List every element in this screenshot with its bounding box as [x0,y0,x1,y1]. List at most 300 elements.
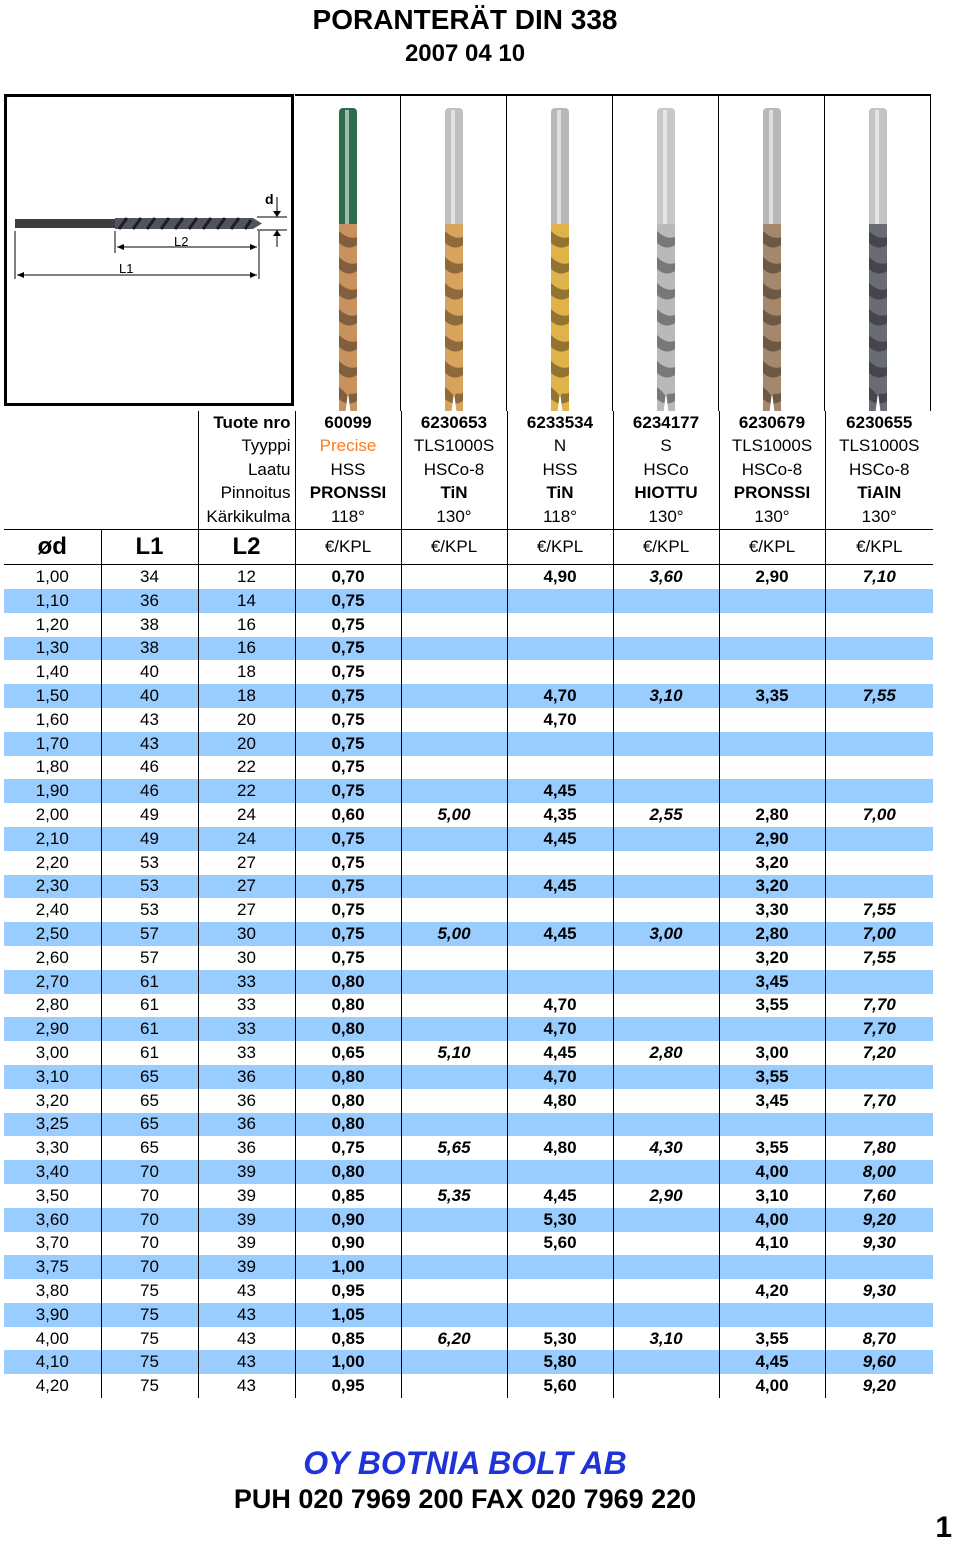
price-cell [401,1017,507,1041]
price-cell [613,637,719,661]
price-cell [507,589,613,613]
length-cell: 33 [198,1041,295,1065]
price-cell [613,946,719,970]
price-cell [613,1017,719,1041]
table-row [4,1041,933,1065]
price-cell: 0,75 [295,732,401,756]
price-cell: 5,65 [401,1136,507,1160]
length-cell: 53 [101,875,198,899]
spec-value: TiAlN [825,482,933,506]
spec-label: Kärkikulma [198,505,295,529]
company-name: OY BOTNIA BOLT AB [303,1445,627,1481]
price-cell [401,613,507,637]
spec-value: TLS1000S [825,434,933,458]
table-row [4,660,933,684]
price-cell: 7,55 [825,898,933,922]
diameter-cell: 3,40 [4,1160,101,1184]
spec-value: PRONSSI [719,482,825,506]
length-cell: 75 [101,1279,198,1303]
spec-value: 130° [719,505,825,529]
length-cell: 36 [198,1136,295,1160]
price-cell: 2,80 [719,803,825,827]
price-cell [825,1113,933,1137]
price-cell [613,851,719,875]
table-row [4,1065,933,1089]
table-row [4,1017,933,1041]
table-row [4,1303,933,1327]
table-row [4,922,933,946]
price-cell: 3,10 [613,684,719,708]
spec-value: PRONSSI [295,482,401,506]
spec-value: Precise [295,434,401,458]
diameter-cell: 1,30 [4,637,101,661]
price-cell: 5,60 [507,1232,613,1256]
table-row [4,970,933,994]
price-cell: 2,55 [613,803,719,827]
spec-row [4,434,933,458]
price-cell [401,970,507,994]
price-cell: 4,00 [719,1160,825,1184]
length-cell: 43 [101,708,198,732]
column-header: €/KPL [295,530,401,565]
price-cell [825,1255,933,1279]
price-cell [613,1374,719,1398]
price-cell [401,898,507,922]
price-cell [719,732,825,756]
drill-image-6230679 [719,94,825,411]
spec-value: 6230679 [719,411,825,434]
price-cell [719,708,825,732]
price-cell [507,756,613,780]
price-cell [825,1065,933,1089]
table-row [4,1232,933,1256]
price-cell: 4,45 [507,875,613,899]
length-cell: 43 [198,1327,295,1351]
price-cell: 4,20 [719,1279,825,1303]
price-cell: 3,20 [719,946,825,970]
table-row [4,589,933,613]
price-cell [401,994,507,1018]
price-cell [825,851,933,875]
table-row [4,684,933,708]
table-row [4,1255,933,1279]
price-cell: 0,75 [295,660,401,684]
price-cell: 0,85 [295,1184,401,1208]
price-cell: 3,55 [719,1065,825,1089]
length-cell: 38 [101,637,198,661]
spec-row [4,411,933,434]
price-cell: 7,60 [825,1184,933,1208]
spec-value: HSS [295,458,401,482]
table-row [4,875,933,899]
price-cell [719,1113,825,1137]
spec-value: 60099 [295,411,401,434]
diameter-cell: 1,40 [35,662,69,682]
length-cell: 22 [198,756,295,780]
price-cell [507,851,613,875]
diameter-cell: 2,90 [4,1017,101,1041]
price-cell [613,708,719,732]
price-cell: 0,90 [295,1208,401,1232]
spec-value: TLS1000S [719,434,825,458]
price-cell: 5,60 [507,1374,613,1398]
price-cell: 1,05 [295,1303,401,1327]
price-cell: 0,90 [295,1232,401,1256]
price-cell: 0,75 [295,756,401,780]
price-cell [401,637,507,661]
length-cell: 30 [198,922,295,946]
length-cell: 70 [101,1160,198,1184]
price-cell: 7,20 [825,1041,933,1065]
price-cell [825,589,933,613]
spec-value: HSCo-8 [825,458,933,482]
price-cell: 3,20 [719,875,825,899]
price-cell: 7,00 [825,803,933,827]
table-row [4,898,933,922]
price-cell: 0,75 [295,613,401,637]
column-header: €/KPL [613,530,719,565]
price-cell [613,779,719,803]
price-cell [719,1303,825,1327]
diameter-cell: 2,70 [4,970,101,994]
price-cell [825,1303,933,1327]
diameter-cell: 4,20 [35,1376,69,1396]
price-cell [507,970,613,994]
table-row [4,994,933,1018]
price-cell [401,1255,507,1279]
length-cell: 75 [101,1374,198,1398]
price-cell: 0,75 [295,589,401,613]
price-cell: 4,35 [507,803,613,827]
diagram-d-label: d [265,191,274,207]
price-cell: 0,75 [295,898,401,922]
price-cell: 2,90 [719,565,825,589]
price-cell: 1,00 [295,1350,401,1374]
price-cell [507,660,613,684]
table-row [4,565,933,589]
spec-value: HSS [507,458,613,482]
price-cell: 4,30 [613,1136,719,1160]
diameter-cell: 2,10 [4,827,101,851]
price-cell [613,1255,719,1279]
price-cell [613,1208,719,1232]
price-cell [401,565,507,589]
price-cell [401,708,507,732]
price-cell [613,1232,719,1256]
length-cell: 18 [198,660,295,684]
diagram-l1-label: L1 [119,261,134,276]
diameter-cell: 4,10 [4,1350,101,1374]
price-cell: 0,75 [295,637,401,661]
diameter-cell: 3,25 [4,1113,101,1137]
price-cell: 4,90 [507,565,613,589]
price-cell: 0,80 [295,970,401,994]
length-cell: 36 [198,1065,295,1089]
price-cell: 4,70 [507,994,613,1018]
length-cell: 20 [198,732,295,756]
price-cell: 4,70 [507,1017,613,1041]
price-cell [401,851,507,875]
price-cell [401,827,507,851]
length-cell: 36 [101,589,198,613]
length-cell: 33 [198,1017,295,1041]
spec-row [4,482,933,506]
length-cell: 57 [101,922,198,946]
price-cell: 7,00 [825,922,933,946]
drill-image-6230653 [401,94,507,411]
price-cell: 3,45 [719,970,825,994]
price-cell: 3,30 [719,898,825,922]
length-cell: 33 [198,970,295,994]
price-cell: 5,10 [401,1041,507,1065]
drill-image-6234177 [613,94,719,411]
price-cell [401,1374,507,1398]
diameter-cell: 3,00 [35,1043,69,1063]
price-cell [401,1350,507,1374]
length-cell: 27 [198,875,295,899]
price-cell: 3,10 [719,1184,825,1208]
spec-label: Laatu [198,458,295,482]
price-cell [401,660,507,684]
spec-value: 130° [401,505,507,529]
price-cell: 4,70 [507,684,613,708]
table-row [4,732,933,756]
spec-value: HIOTTU [613,482,719,506]
diameter-cell: 3,75 [4,1255,101,1279]
column-header: €/KPL [719,530,825,565]
spec-value: TLS1000S [401,434,507,458]
price-cell [613,1089,719,1113]
price-cell: 4,45 [719,1350,825,1374]
drill-image-60099 [295,94,401,411]
page-title: PORANTERÄT DIN 338 [312,4,618,35]
price-cell: 5,80 [507,1350,613,1374]
price-cell: 4,00 [719,1374,825,1398]
table-row [4,1374,933,1398]
spec-value: TiN [401,482,507,506]
spec-spacer [4,458,198,482]
spec-row [4,505,933,529]
page-number: 1 [935,1511,952,1544]
price-cell [719,1017,825,1041]
price-cell: 0,75 [295,779,401,803]
length-cell: 70 [101,1255,198,1279]
diameter-cell: 1,50 [4,684,101,708]
length-cell: 22 [198,779,295,803]
price-cell [719,613,825,637]
table-row [4,1208,933,1232]
price-cell [507,1255,613,1279]
price-cell: 5,30 [507,1327,613,1351]
price-cell: 4,10 [719,1232,825,1256]
table-row [4,1350,933,1374]
length-cell: 36 [198,1089,295,1113]
table-row [4,827,933,851]
diameter-cell: 1,10 [4,589,101,613]
price-cell: 0,80 [295,1160,401,1184]
length-cell: 43 [101,732,198,756]
diameter-cell: 3,90 [4,1303,101,1327]
price-cell: 0,80 [295,1017,401,1041]
price-cell [613,1279,719,1303]
spec-value: HSCo-8 [401,458,507,482]
price-cell: 3,45 [719,1089,825,1113]
table-row [4,1327,933,1351]
price-cell: 4,80 [507,1136,613,1160]
spec-value: 6233534 [507,411,613,434]
price-cell [719,660,825,684]
diameter-cell: 2,60 [35,947,69,967]
diameter-cell: 1,90 [4,779,101,803]
length-cell: 27 [198,851,295,875]
price-cell [825,756,933,780]
price-cell: 3,55 [719,1327,825,1351]
length-cell: 24 [198,803,295,827]
price-cell [825,708,933,732]
price-cell: 7,70 [825,994,933,1018]
length-cell: 18 [198,684,295,708]
length-cell: 43 [198,1374,295,1398]
length-cell: 39 [198,1184,295,1208]
price-cell: 3,55 [719,1136,825,1160]
drill-image-6233534 [507,94,613,411]
length-cell: 38 [101,613,198,637]
length-cell: 43 [198,1303,295,1327]
table-row [4,756,933,780]
diameter-cell: 1,20 [35,614,69,634]
price-cell [401,1279,507,1303]
length-cell: 39 [198,1255,295,1279]
price-cell [507,1113,613,1137]
price-cell: 9,60 [825,1350,933,1374]
price-cell: 3,60 [613,565,719,589]
spec-value: S [613,434,719,458]
spec-spacer [4,411,198,434]
spec-value: 6230655 [825,411,933,434]
diameter-cell: 2,40 [35,900,69,920]
price-cell [613,613,719,637]
table-row [4,1160,933,1184]
length-cell: 14 [198,589,295,613]
price-cell [613,994,719,1018]
price-cell: 0,75 [295,827,401,851]
price-cell [507,1279,613,1303]
price-cell: 0,80 [295,994,401,1018]
price-cell: 2,90 [613,1184,719,1208]
diameter-cell: 3,50 [35,1185,69,1205]
column-header: ød [4,530,101,565]
price-cell: 1,00 [295,1255,401,1279]
price-cell [401,732,507,756]
price-cell [507,946,613,970]
diameter-cell: 3,10 [4,1065,101,1089]
diameter-cell: 3,60 [4,1208,101,1232]
length-cell: 57 [101,946,198,970]
price-cell: 4,45 [507,922,613,946]
price-cell: 0,85 [295,1327,401,1351]
diameter-cell: 2,50 [4,922,101,946]
length-cell: 65 [101,1089,198,1113]
price-cell [613,875,719,899]
diameter-cell: 3,20 [35,1090,69,1110]
price-cell [401,1065,507,1089]
price-cell: 4,70 [507,1065,613,1089]
price-cell [401,946,507,970]
price-cell: 3,00 [719,1041,825,1065]
column-header: €/KPL [507,530,613,565]
dimension-diagram [4,94,294,406]
length-cell: 40 [101,684,198,708]
spec-label: Tyyppi [198,434,295,458]
price-cell [613,970,719,994]
price-cell [613,732,719,756]
diameter-cell: 3,30 [35,1138,69,1158]
length-cell: 53 [101,898,198,922]
price-cell: 0,75 [295,922,401,946]
price-cell [825,637,933,661]
table-row [4,803,933,827]
length-cell: 49 [101,827,198,851]
price-cell [825,660,933,684]
length-cell: 75 [101,1350,198,1374]
length-cell: 65 [101,1065,198,1089]
price-cell: 3,20 [719,851,825,875]
price-cell: 0,75 [295,708,401,732]
spec-value: N [507,434,613,458]
price-cell: 3,00 [613,922,719,946]
length-cell: 65 [101,1136,198,1160]
price-cell [507,613,613,637]
price-cell: 7,80 [825,1136,933,1160]
spec-spacer [4,482,198,506]
price-cell [719,779,825,803]
price-cell: 5,00 [401,922,507,946]
price-cell: 0,75 [295,1136,401,1160]
price-cell [401,1160,507,1184]
drill-image-6230655 [825,94,931,411]
table-row [4,1184,933,1208]
price-cell: 0,95 [295,1279,401,1303]
price-cell [507,1303,613,1327]
price-cell [613,1113,719,1137]
price-cell: 7,70 [825,1089,933,1113]
price-cell: 5,30 [507,1208,613,1232]
price-cell: 5,35 [401,1184,507,1208]
length-cell: 43 [198,1279,295,1303]
price-cell: 7,10 [825,565,933,589]
table-row [4,779,933,803]
length-cell: 39 [198,1232,295,1256]
length-cell: 70 [101,1232,198,1256]
length-cell: 49 [101,803,198,827]
price-cell [613,827,719,851]
length-cell: 16 [198,613,295,637]
column-header: L1 [101,530,198,565]
price-cell: 4,45 [507,1041,613,1065]
table-row [4,946,933,970]
price-cell [613,1160,719,1184]
price-cell [719,589,825,613]
price-cell [401,1232,507,1256]
price-cell [507,1160,613,1184]
price-cell [825,732,933,756]
price-cell: 4,70 [507,708,613,732]
table-row [4,851,933,875]
price-cell: 0,65 [295,1041,401,1065]
price-cell [613,589,719,613]
price-cell [719,1255,825,1279]
price-cell [613,898,719,922]
